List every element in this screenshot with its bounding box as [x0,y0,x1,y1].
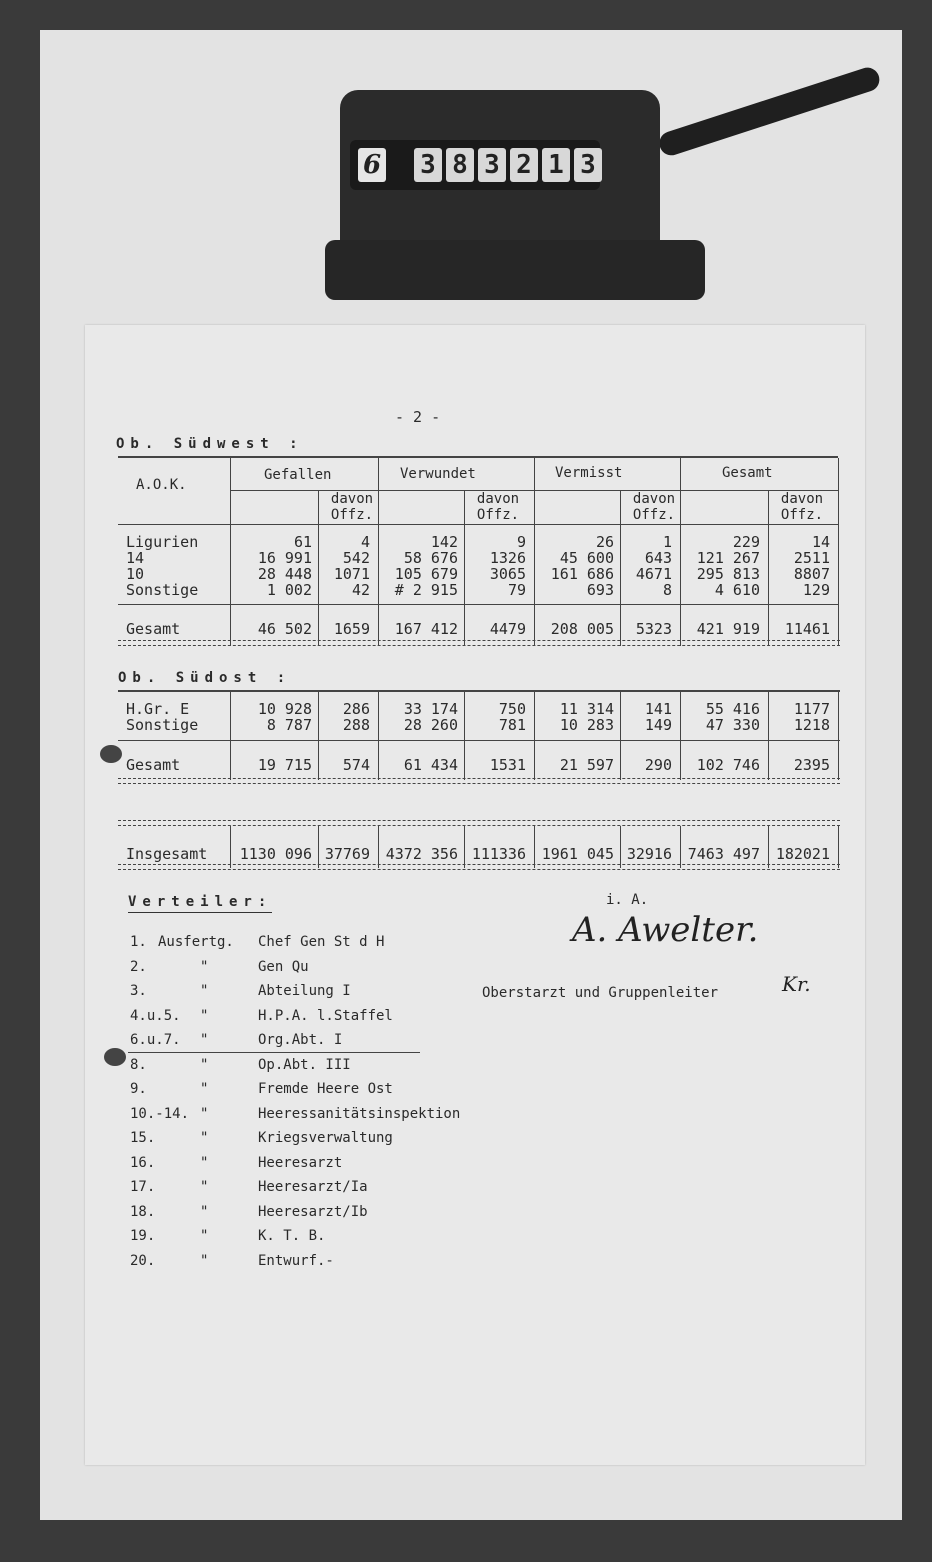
southwest-total-value: 167 412 [394,620,458,638]
distribution-recipient: Org.Abt. I [258,1032,343,1048]
southeast-row-value: 10 283 [559,716,614,734]
distribution-number: 18. [130,1203,156,1220]
southwest-row-label: 10 [126,565,145,583]
counter-window [350,140,600,190]
southwest-row-value: 1 002 [266,581,312,599]
southwest-row-value: 58 676 [403,549,458,567]
southeast-total-value: 102 746 [696,756,760,774]
distribution-mark: " [200,1154,209,1171]
southwest-row-value: 4671 [635,565,672,583]
southeast-row-value: 33 174 [403,700,458,718]
table-rule [118,524,838,525]
southwest-total-label: Gesamt [126,620,181,638]
grand-total-value: 111336 [471,845,526,863]
column-rule [838,458,839,646]
southwest-row-value: 4 610 [714,581,760,599]
southwest-row-value: 295 813 [696,565,760,583]
southwest-total-value: 4479 [489,620,526,638]
distribution-number: 8. [130,1056,147,1073]
grand-total-value: 1130 096 [239,845,312,863]
southwest-row-value: 14 [811,533,830,551]
southeast-total-value: 19 715 [257,756,312,774]
southeast-row-value: 149 [644,716,672,734]
southeast-total-value: 1531 [489,756,526,774]
distribution-mark: " [200,1179,209,1195]
southwest-row-value: 1 [662,533,672,551]
header-verwundet: Verwundet [400,466,476,482]
southwest-row-value: 643 [644,549,672,567]
grand-total-value: 7463 497 [687,845,760,863]
grand-total-value: 182021 [775,845,830,863]
southeast-row-label: H.Gr. E [126,700,190,718]
southeast-row-value: 55 416 [705,700,760,718]
distribution-divider [128,1052,420,1053]
distribution-recipient: Abteilung I [258,983,351,999]
southwest-row-value: 129 [802,581,830,599]
signature-title: Oberstarzt und Gruppenleiter [482,985,719,1001]
southwest-row-value: 142 [430,533,458,551]
southeast-row-value: 1218 [793,716,830,734]
table-rule [118,740,840,741]
distribution-mark: " [200,1032,209,1048]
distribution-mark: " [200,1203,209,1220]
distribution-recipient: K. T. B. [258,1228,326,1244]
southwest-row-label: Ligurien [126,533,199,551]
section-title-southwest: Ob. Südwest : [116,436,304,452]
southeast-row-value: 1177 [793,700,830,718]
southeast-total-value: 61 434 [403,756,458,774]
southwest-row-value: 3065 [489,565,526,583]
distribution-number: 15. [130,1130,156,1146]
distribution-title: Verteiler: [128,894,272,913]
counter-digit: 8 [446,148,474,182]
distribution-recipient: Heeressanitätsinspektion [258,1105,461,1122]
header-gefallen: Gefallen [264,467,332,483]
distribution-recipient: Chef Gen St d H [258,934,385,950]
southeast-total-value: 2395 [793,756,830,774]
southwest-total-value: 421 919 [696,620,760,638]
distribution-recipient: Gen Qu [258,958,309,975]
signature-initials: Kr. [782,972,811,996]
distribution-number: 6.u.7. [130,1032,181,1048]
table-double-rule [118,778,840,784]
header-vermisst: Vermisst [555,465,623,481]
southeast-row-value: 288 [342,716,370,734]
southwest-total-value: 208 005 [550,620,614,638]
southwest-total-value: 5323 [635,620,672,638]
distribution-mark: " [200,1252,209,1269]
counter-digit: 2 [510,148,538,182]
frame-counter [340,90,670,290]
distribution-recipient: Fremde Heere Ost [258,1081,393,1097]
southeast-row-value: 750 [498,700,526,718]
distribution-mark: " [200,1130,209,1146]
signature-handwritten: A. Awelter. [572,910,759,950]
table-double-rule [118,640,840,646]
column-rule [838,692,839,780]
distribution-mark: " [200,1105,209,1122]
southwest-row-value: 8807 [793,565,830,583]
southeast-row-value: 10 928 [257,700,312,718]
distribution-number: 17. [130,1179,156,1195]
distribution-mark: " [200,1007,209,1024]
southwest-total-value: 1659 [333,620,370,638]
southwest-row-value: 2511 [793,549,830,567]
distribution-number: 10.-14. [130,1105,190,1122]
column-rule [838,826,839,868]
distribution-number: 1. [130,934,147,950]
southwest-row-value: 28 448 [257,565,312,583]
southwest-row-value: 1326 [489,549,526,567]
distribution-number: 9. [130,1081,147,1097]
counter-digit: 3 [414,148,442,182]
southwest-row-value: 105 679 [394,565,458,583]
distribution-number: 3. [130,983,147,999]
page-number: - 2 - [395,408,441,426]
distribution-mark: " [200,1081,209,1097]
grand-total-label: Insgesamt [126,845,208,863]
distribution-number: 16. [130,1154,156,1171]
header-aok: A.O.K. [136,477,187,493]
table-double-rule [118,864,840,870]
section-title-southeast: Ob. Südost : [118,670,292,686]
southwest-row-value: 45 600 [559,549,614,567]
distribution-recipient: Heeresarzt/Ib [258,1203,368,1220]
header-davon-offz: davon Offz. [632,491,676,523]
distribution-number: 2. [130,958,147,975]
southwest-row-label: 14 [126,549,145,567]
southwest-row-value: 42 [351,581,370,599]
distribution-number: 20. [130,1252,156,1269]
distribution-recipient: H.P.A. l.Staffel [258,1007,393,1024]
southeast-row-value: 141 [644,700,672,718]
counter-base [325,240,705,300]
southwest-row-value: 26 [595,533,614,551]
distribution-recipient: Kriegsverwaltung [258,1130,393,1146]
signature-ia: i. A. [606,892,649,908]
distribution-mark: " [200,1056,209,1073]
southwest-row-value: 79 [507,581,526,599]
punch-hole [104,1048,126,1066]
southwest-row-value: 693 [586,581,614,599]
distribution-recipient: Op.Abt. III [258,1056,351,1073]
distribution-recipient: Entwurf.- [258,1252,334,1269]
distribution-number: 19. [130,1228,156,1244]
southwest-row-value: 8 [662,581,672,599]
southwest-row-value: 61 [293,533,312,551]
distribution-mark: " [200,983,209,999]
header-davon-offz: davon Offz. [476,491,520,523]
distribution-mark: Ausfertg. [158,934,234,950]
southeast-total-value: 21 597 [559,756,614,774]
distribution-mark: " [200,958,209,975]
southwest-row-label: Sonstige [126,581,199,599]
distribution-number: 4.u.5. [130,1007,181,1024]
southwest-row-value: # 2 915 [394,581,458,599]
southwest-total-value: 46 502 [257,620,312,638]
southeast-row-label: Sonstige [126,716,199,734]
southeast-row-value: 28 260 [403,716,458,734]
southwest-row-value: 9 [516,533,526,551]
table-top-rule [118,456,838,458]
distribution-mark: " [200,1228,209,1244]
table-top-rule [118,690,840,692]
southwest-row-value: 542 [342,549,370,567]
southeast-row-value: 286 [342,700,370,718]
southeast-total-value: 574 [342,756,370,774]
grand-total-value: 4372 356 [385,845,458,863]
counter-digit: 3 [478,148,506,182]
southwest-row-value: 229 [732,533,760,551]
southwest-row-value: 16 991 [257,549,312,567]
counter-digit: 1 [542,148,570,182]
southwest-row-value: 1071 [333,565,370,583]
southeast-row-value: 8 787 [266,716,312,734]
counter-prefix: 6 [358,148,386,182]
southwest-row-value: 161 686 [550,565,614,583]
header-gesamt: Gesamt [722,465,773,481]
distribution-recipient: Heeresarzt [258,1154,343,1171]
southeast-row-value: 47 330 [705,716,760,734]
southwest-row-value: 4 [360,533,370,551]
southwest-total-value: 11461 [784,620,830,638]
punch-hole [100,745,122,763]
grand-total-value: 32916 [626,845,672,863]
distribution-recipient: Heeresarzt/Ia [258,1179,368,1195]
table-double-rule [118,820,840,826]
southeast-row-value: 781 [498,716,526,734]
southeast-total-value: 290 [644,756,672,774]
grand-total-value: 1961 045 [541,845,614,863]
southwest-row-value: 121 267 [696,549,760,567]
table-rule [118,604,838,605]
header-davon-offz: davon Offz. [330,491,374,523]
counter-digit: 3 [574,148,602,182]
southeast-row-value: 11 314 [559,700,614,718]
grand-total-value: 37769 [324,845,370,863]
southeast-total-label: Gesamt [126,756,181,774]
header-davon-offz: davon Offz. [780,491,824,523]
